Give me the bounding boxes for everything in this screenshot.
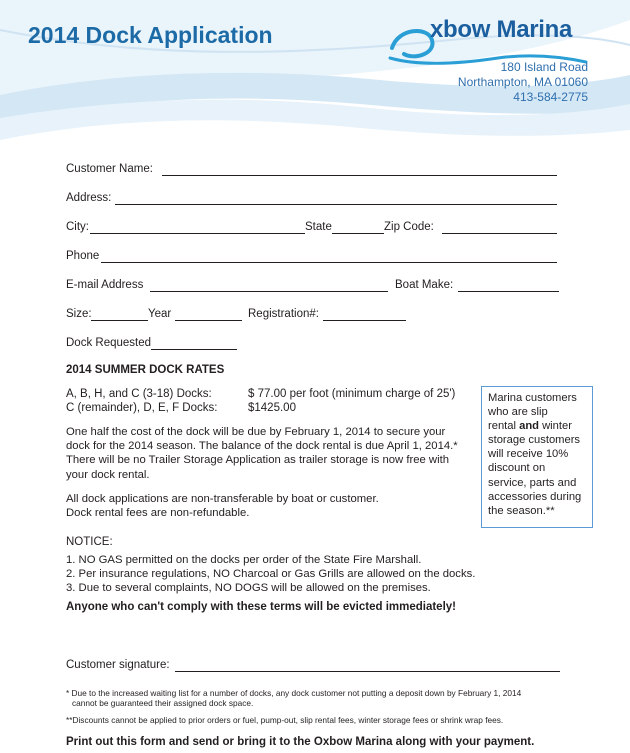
rate-row2-value: $1425.00 [248,402,296,414]
final-instruction: Print out this form and send or bring it to the Oxbow Marina along with your payment. [66,736,535,748]
customer-name-label: Customer Name: [66,163,153,175]
eviction-warning: Anyone who can't comply with these terms will be evicted immediately! [66,601,457,613]
deposit-paragraph [66,425,476,482]
dock-requested-label: Dock Requested [66,337,152,349]
size-label: Size: [66,308,92,320]
state-label: State [305,221,332,233]
policy-line1: All dock applications are non-transferable by boat or customer. [66,493,379,505]
discount-line: discount on [488,462,546,475]
rate-row1-value: $ 77.00 per foot (minimum charge of 25') [248,388,456,400]
discount-line: Marina customers [488,392,577,404]
deposit-line1: One half the cost of the dock will be due by February 1, 2014 to secure your [66,426,446,438]
signature-label: Customer signature: [66,659,170,671]
footnote-deposit [66,688,521,708]
registration-label: Registration#: [248,308,319,320]
footnote-line: * Due to the increased waiting list for a number of docks, any dock customer not putting a deposit down by February 1, 2014 [66,688,522,698]
discount-line: accessories during [488,490,582,503]
discount-line: storage customers [488,434,581,447]
email-label: E-mail Address [66,279,144,291]
discount-text: rental [488,420,520,433]
zip-label: Zip Code: [384,221,434,233]
discount-line: the season.** [488,504,555,517]
deposit-line3: There will be no Trailer Storage Application as trailer storage is now free with [66,454,450,467]
notice-list [66,553,475,596]
policy-paragraph [66,492,476,520]
notice-item: 3. Due to several complaints, NO DOGS will be allowed on the premises. [66,582,431,595]
address-line1: 180 Island Road [500,60,588,74]
logo-wordmark: xbow Marina [430,16,573,43]
rate-row2-label: C (remainder), D, E, F Docks: [66,402,218,414]
size-field[interactable] [91,320,148,321]
deposit-line2: dock for the 2014 season. The balance of the dock rental is due April 1, 2014.* [66,440,458,453]
dock-requested-field[interactable] [151,349,237,350]
notice-item: 2. Per insurance regulations, NO Charcoal or Gas Grills are allowed on the docks. [66,568,476,581]
discount-line [488,419,592,433]
state-field[interactable] [332,233,384,234]
phone-number: 413-584-2775 [513,90,588,104]
deposit-line4: your dock rental. [66,468,150,481]
notice-heading: NOTICE: [66,536,113,548]
discount-line: service, parts and [488,476,577,489]
zip-field[interactable] [442,233,557,234]
signature-field[interactable] [175,671,560,672]
address-label: Address: [66,192,112,204]
discount-line: will receive 10% [488,448,569,461]
discount-callout-box [481,386,593,528]
rates-heading: 2014 SUMMER DOCK RATES [66,364,225,376]
address-field[interactable] [115,204,557,205]
footnote-line: cannot be guaranteed their assigned dock space. [72,698,254,709]
phone-field[interactable] [101,262,557,263]
customer-name-field[interactable] [162,175,557,176]
year-field[interactable] [175,320,242,321]
discount-line: who are slip [488,406,548,419]
registration-field[interactable] [323,320,406,321]
phone-label: Phone [66,250,100,262]
boat-make-field[interactable] [458,291,559,292]
address-line2: Northampton, MA 01060 [457,75,588,89]
email-field[interactable] [150,291,388,292]
rate-row1-label: A, B, H, and C (3-18) Docks: [66,388,212,400]
page-title: 2014 Dock Application [28,22,273,48]
boat-make-label: Boat Make: [395,279,454,291]
discount-emphasis: and [519,420,539,433]
city-field[interactable] [90,233,305,234]
city-label: City: [66,221,89,233]
policy-line2: Dock rental fees are non-refundable. [66,507,250,520]
year-label: Year [148,308,172,320]
discount-text: winter [538,420,572,433]
notice-item: 1. NO GAS permitted on the docks per order of the State Fire Marshall. [66,554,422,566]
footnote-discount: **Discounts cannot be applied to prior orders or fuel, pump-out, slip rental fees, winter storage fees or shrink wrap fees. [66,715,504,725]
